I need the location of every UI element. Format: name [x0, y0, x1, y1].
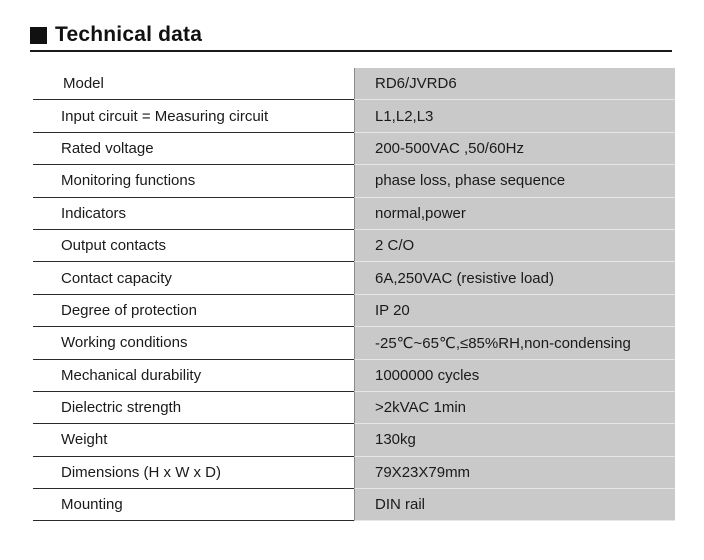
spec-label: Output contacts — [33, 230, 354, 262]
spec-label: Rated voltage — [33, 133, 354, 165]
spec-label: Weight — [33, 424, 354, 456]
spec-label: Monitoring functions — [33, 165, 354, 197]
table-row — [33, 327, 675, 359]
spec-value: -25℃~65℃,≤85%RH,non-condensing — [354, 327, 675, 359]
table-row — [33, 424, 675, 456]
spec-label: Mechanical durability — [33, 360, 354, 392]
section-header — [30, 22, 202, 48]
table-row — [33, 133, 675, 165]
spec-value: IP 20 — [354, 295, 675, 327]
table-row — [33, 100, 675, 132]
spec-value: >2kVAC 1min — [354, 392, 675, 424]
table-row — [33, 392, 675, 424]
spec-value: normal,power — [354, 198, 675, 230]
header-divider — [30, 50, 672, 52]
table-row — [33, 360, 675, 392]
spec-value: L1,L2,L3 — [354, 100, 675, 132]
table-row — [33, 230, 675, 262]
technical-data-table — [33, 68, 675, 521]
spec-value: 6A,250VAC (resistive load) — [354, 262, 675, 294]
spec-label: Input circuit = Measuring circuit — [33, 100, 354, 132]
spec-label: Working conditions — [33, 327, 354, 359]
table-row — [33, 165, 675, 197]
table-row — [33, 457, 675, 489]
spec-value: 1000000 cycles — [354, 360, 675, 392]
spec-label: Model — [33, 68, 354, 100]
spec-label: Contact capacity — [33, 262, 354, 294]
table-row — [33, 198, 675, 230]
spec-value: RD6/JVRD6 — [354, 68, 675, 100]
spec-value: 200-500VAC ,50/60Hz — [354, 133, 675, 165]
table-row — [33, 262, 675, 294]
spec-value: phase loss, phase sequence — [354, 165, 675, 197]
spec-label: Degree of protection — [33, 295, 354, 327]
spec-label: Mounting — [33, 489, 354, 521]
table-row — [33, 489, 675, 521]
table-row — [33, 68, 675, 100]
black-square-icon — [30, 27, 47, 44]
spec-label: Dimensions (H x W x D) — [33, 457, 354, 489]
table-row — [33, 295, 675, 327]
spec-label: Dielectric strength — [33, 392, 354, 424]
spec-value: 130kg — [354, 424, 675, 456]
section-title: Technical data — [55, 23, 203, 46]
spec-value: 79X23X79mm — [354, 457, 675, 489]
spec-label: Indicators — [33, 198, 354, 230]
spec-value: DIN rail — [354, 489, 675, 521]
spec-value: 2 C/O — [354, 230, 675, 262]
